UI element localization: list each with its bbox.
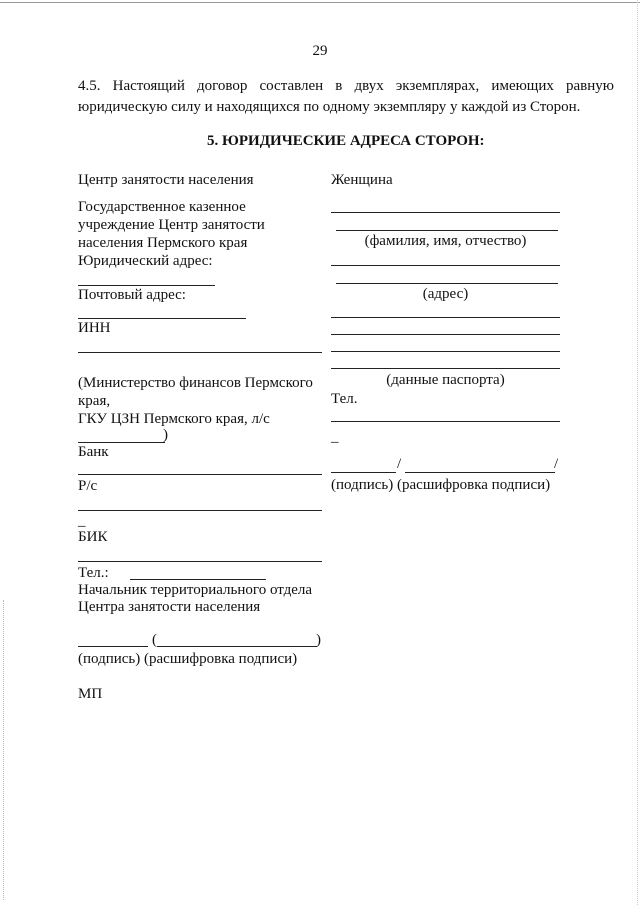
stamp-label: МП (78, 686, 103, 702)
org-name-line-2: учреждение Центр занятости (78, 217, 265, 233)
settlement-account-field[interactable] (78, 510, 322, 511)
bik-label: БИК (78, 529, 108, 545)
head-sign-open-paren: ( (152, 632, 157, 648)
inn-field[interactable] (78, 352, 322, 353)
head-signature-field[interactable] (78, 646, 148, 647)
settlement-dash: _ (78, 513, 86, 529)
head-title-line-2: Центра занятости населения (78, 599, 261, 615)
settlement-account-label: Р/с (78, 478, 98, 494)
fio-field-line-2[interactable] (336, 230, 558, 231)
left-phone-label: Тел.: (78, 565, 109, 581)
woman-heading: Женщина (331, 172, 393, 188)
woman-signature-field[interactable] (331, 472, 396, 473)
head-sign-close-paren: ) (316, 632, 321, 648)
passport-caption: (данные паспорта) (386, 372, 505, 388)
bank-field[interactable] (78, 474, 322, 475)
postal-address-label: Почтовый адрес: (78, 287, 186, 303)
fio-caption: (фамилия, имя, отчество) (364, 233, 527, 249)
left-phone-field[interactable] (130, 579, 266, 580)
woman-name-field[interactable] (405, 472, 555, 473)
org-name-line-1: Государственное казенное (78, 199, 246, 215)
legal-address-label: Юридический адрес: (78, 253, 213, 269)
sign-slash-2: / (554, 456, 559, 472)
woman-sign-caption: (подпись) (расшифровка подписи) (331, 477, 551, 493)
passport-field-line-4[interactable] (331, 368, 560, 369)
sign-slash-1: / (397, 456, 402, 472)
passport-field-line-1[interactable] (331, 317, 560, 318)
head-title-line-1: Начальник территориального отдела (78, 582, 313, 598)
address-caption: (адрес) (422, 286, 469, 302)
page-left-edge (3, 600, 4, 900)
address-field-line-1[interactable] (331, 265, 560, 266)
address-field-line-2[interactable] (336, 283, 558, 284)
bank-label: Банк (78, 444, 109, 460)
inn-label: ИНН (78, 320, 111, 336)
passport-field-line-3[interactable] (331, 351, 560, 352)
section-title: 5. ЮРИДИЧЕСКИЕ АДРЕСА СТОРОН: (207, 133, 485, 149)
ministry-close-paren: ) (163, 427, 168, 443)
right-phone-dash: _ (331, 429, 339, 445)
ministry-line-1: (Министерство финансов Пермского (78, 375, 313, 391)
head-sign-caption: (подпись) (расшифровка подписи) (78, 651, 298, 667)
page-number: 29 (312, 43, 328, 59)
head-name-field[interactable] (157, 646, 317, 647)
fio-field-line-1[interactable] (331, 212, 560, 213)
right-phone-label: Тел. (331, 391, 358, 407)
ministry-line-2: края, (78, 393, 111, 409)
right-phone-field[interactable] (331, 421, 560, 422)
page-top-edge (0, 2, 640, 3)
ministry-line-3: ГКУ ЦЗН Пермского края, л/с (78, 411, 270, 427)
page-right-edge (637, 0, 638, 905)
passport-field-line-2[interactable] (331, 334, 560, 335)
employment-center-heading: Центр занятости населения (78, 172, 254, 188)
org-name-line-3: населения Пермского края (78, 235, 248, 251)
clause-line-1: 4.5. Настоящий договор составлен в двух экземплярах, имеющих равную (78, 78, 614, 94)
clause-line-2: юридическую силу и находящихся по одному экземпляру у каждой из Сторон. (78, 99, 581, 115)
bik-field[interactable] (78, 561, 322, 562)
